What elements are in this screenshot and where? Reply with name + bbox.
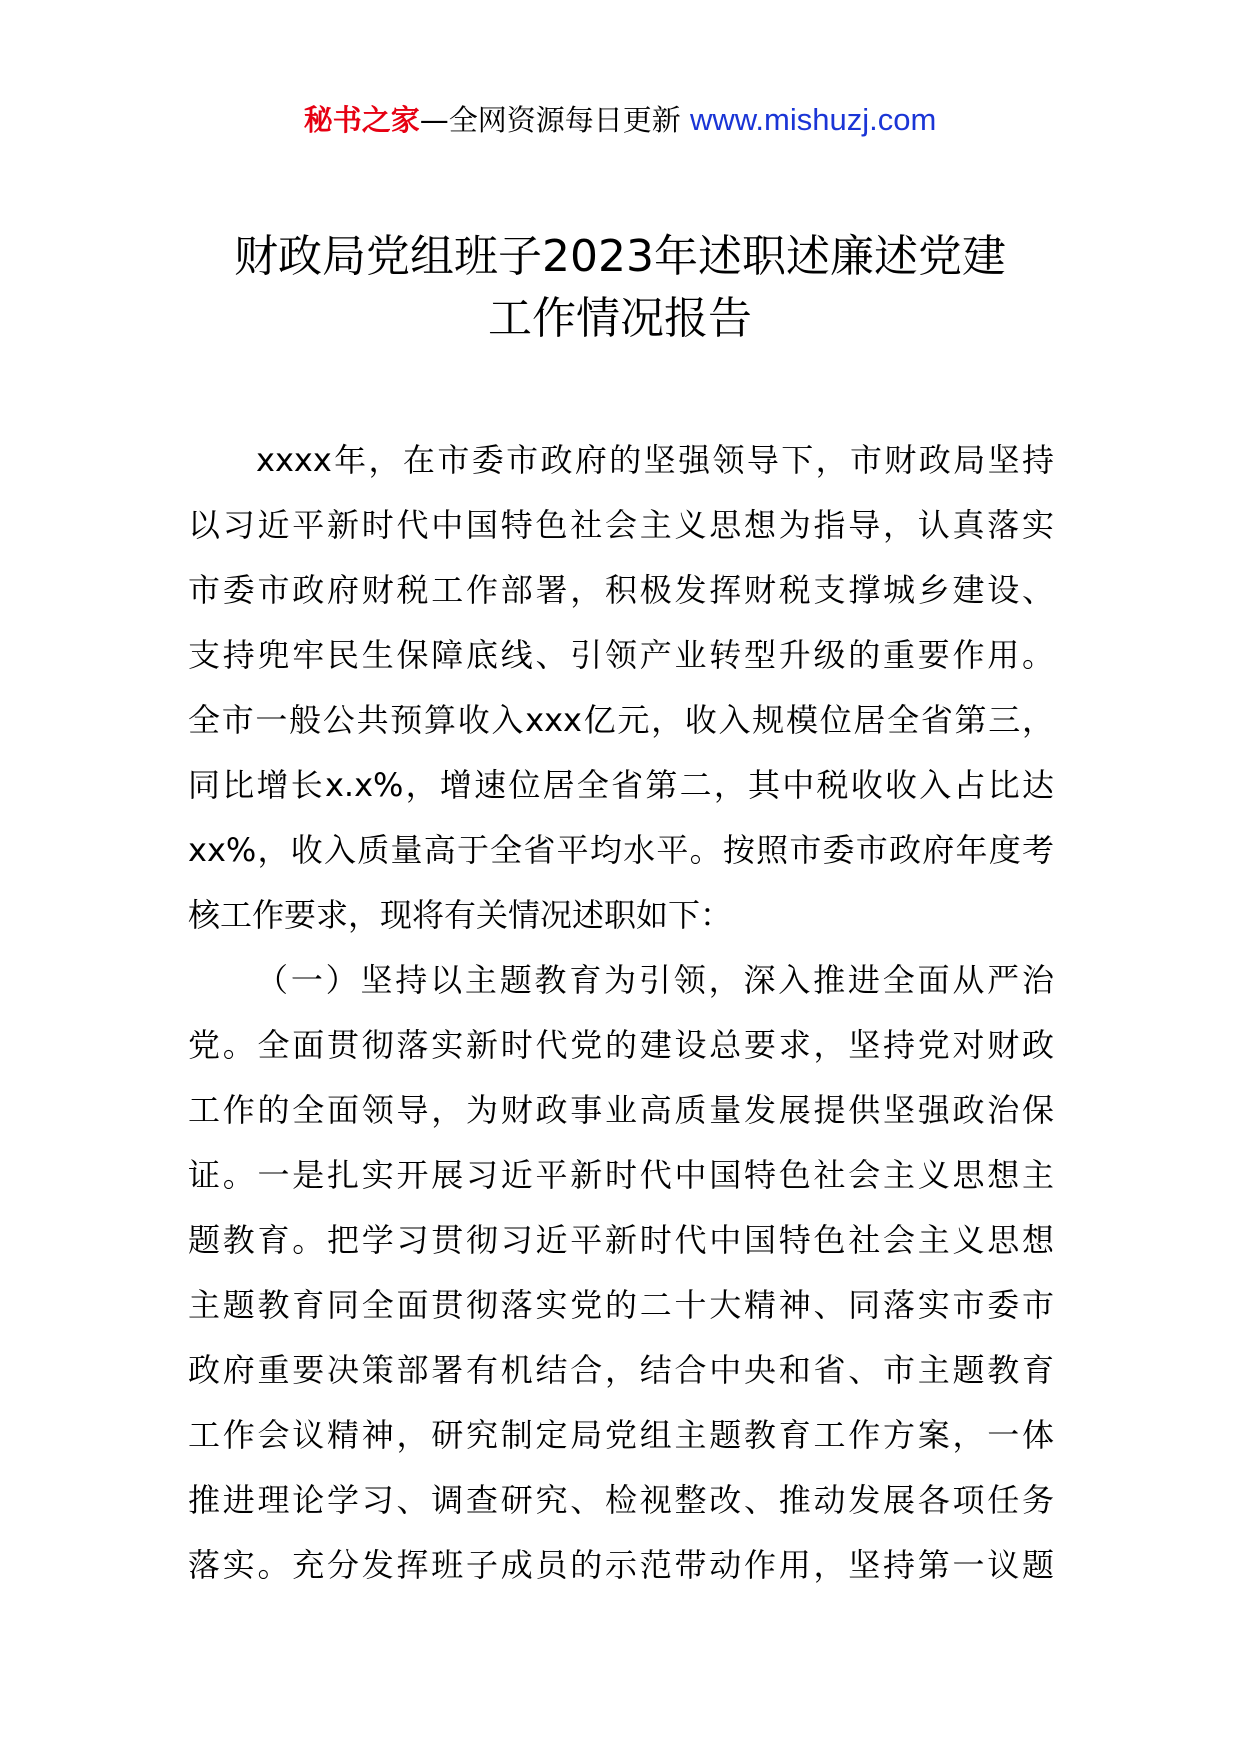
body-line: 推进理论学习、调查研究、检视整改、推动发展各项任务 — [188, 1481, 1054, 1519]
site-url-link[interactable]: www.mishuzj.com — [689, 102, 937, 137]
body-line: 工作的全面领导，为财政事业高质量发展提供坚强政治保 — [188, 1091, 1054, 1129]
body-line: 题教育。把学习贯彻习近平新时代中国特色社会主义思想 — [188, 1221, 1054, 1259]
brand-name: 秘书之家 — [303, 103, 420, 137]
body-line: 核工作要求，现将有关情况述职如下： — [188, 896, 733, 934]
body-line: 全市一般公共预算收入xxx亿元，收入规模位居全省第三， — [188, 701, 1054, 739]
body-line: 政府重要决策部署有机结合，结合中央和省、市主题教育 — [188, 1351, 1054, 1389]
body-line: 主题教育同全面贯彻落实党的二十大精神、同落实市委市 — [188, 1286, 1054, 1324]
document-title — [150, 226, 1090, 350]
body-line: xxxx年，在市委市政府的坚强领导下，市财政局坚持 — [256, 441, 1054, 479]
body-line: 党。全面贯彻落实新时代党的建设总要求，坚持党对财政 — [188, 1026, 1054, 1064]
body-line: （一）坚持以主题教育为引领，深入推进全面从严治 — [256, 961, 1054, 999]
body-line: 同比增长x.x%，增速位居全省第二，其中税收收入占比达 — [188, 766, 1054, 804]
title-line-2: 工作情况报告 — [488, 293, 752, 344]
site-header — [0, 100, 1240, 140]
body-line: 支持兜牢民生保障底线、引领产业转型升级的重要作用。 — [188, 636, 1054, 674]
body-line: 工作会议精神，研究制定局党组主题教育工作方案，一体 — [188, 1416, 1054, 1454]
body-line: 以习近平新时代中国特色社会主义思想为指导，认真落实 — [188, 506, 1054, 544]
document-body — [188, 428, 1054, 1598]
body-line: xx%，收入质量高于全省平均水平。按照市委市政府年度考 — [188, 831, 1054, 869]
title-line-1: 财政局党组班子2023年述职述廉述党建 — [234, 231, 1006, 282]
header-slogan: —全网资源每日更新 — [419, 103, 690, 137]
body-line: 证。一是扎实开展习近平新时代中国特色社会主义思想主 — [188, 1156, 1054, 1194]
body-line: 落实。充分发挥班子成员的示范带动作用，坚持第一议题 — [188, 1546, 1054, 1584]
body-line: 市委市政府财税工作部署，积极发挥财税支撑城乡建设、 — [188, 571, 1054, 609]
